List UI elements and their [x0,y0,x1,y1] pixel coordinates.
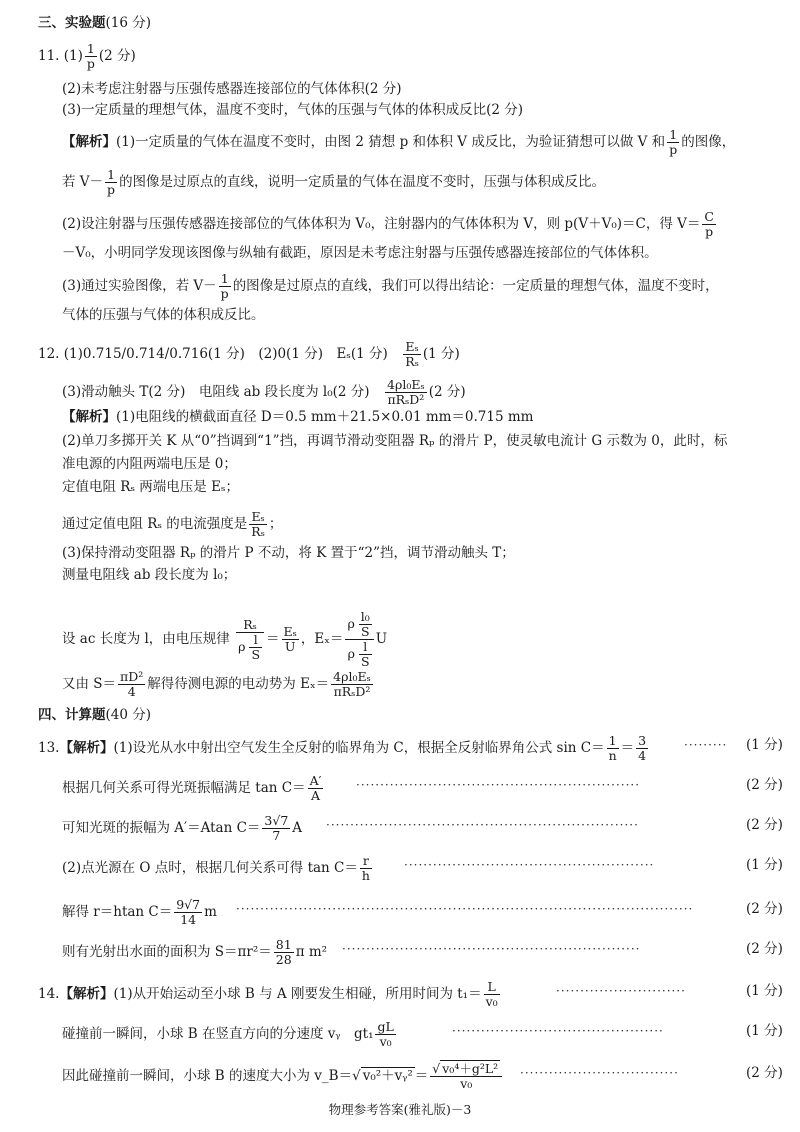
analysis-text: (1)电阻线的横截面直径 D＝0.5 mm＋21.5×0.01 mm＝0.715 mm [116,409,534,425]
fraction-numerator: 1 [667,128,679,143]
fraction-rs-over-rho-l-s [236,618,264,662]
score: (2 分) [98,48,136,64]
fraction-numerator: 81 [275,937,292,952]
fraction-numerator: 3 [638,733,647,748]
fraction [308,774,324,803]
analysis-text: 又由 S＝ [62,676,117,692]
q14-line-3: 因此碰撞前一瞬间，小球 B 的速度大小为 v_B＝√ v₀²＋vᵧ² ＝ $\frac{\text{√ v₀⁴＋g²L²}}{\text{v₀}}$ [62,1062,504,1091]
fraction [359,610,372,639]
question-number: 13. [38,740,60,756]
answer-text: 12. (1)0.715/0.714/0.716(1 分) (2)0(1 分) Eₛ(1 分) [38,346,388,362]
fraction-denominator: p [86,56,95,71]
fraction-numerator: √ v₀⁴＋g²L² [430,1062,502,1077]
q13-score-4: (1 分) [746,857,783,873]
fraction-denominator: 4 [638,748,647,763]
fraction [359,640,372,669]
analysis-text: m [204,904,217,920]
fraction-numerator: Eₛ [403,340,421,355]
q13-score-6: (2 分) [746,941,783,957]
fraction-denominator: v₀ [485,994,498,1009]
fraction-numerator: 9√7 [176,897,201,912]
fraction [607,734,619,763]
q11-analysis-1b [62,168,605,197]
leader-dots: ············································ [452,1024,664,1038]
fraction-denominator: S [360,624,370,639]
leader-dots: ···················································· [404,858,655,872]
answer-text: (3)滑动触头 T(2 分) 电阻线 ab 段长度为 l₀(2 分) [62,384,370,400]
analysis-text: ＝ [414,1068,429,1084]
q11-analysis-3b: 气体的压强与气体的体积成反比。 [62,307,265,323]
leader-dots: ································································· [326,818,639,832]
q12-analysis-5 [62,670,375,699]
fraction [403,340,421,369]
fraction-numerator: Rₛ [236,618,264,633]
fraction [430,1062,502,1091]
q12-analysis-4: 设 ac 长度为 l，由电压规律 Rₛ ρ $\frac{l}{S}$ ＝ $\frac{\text{Eₛ}}{U}$ ，Eₓ＝ ρ $\frac{\text{l₀}}{S}$ ρ $\frac{l}{S}$ U [62,609,388,669]
fraction-denominator: Rₛ [405,354,419,369]
page-footer: 物理参考答案(雅礼版)－3 [328,1102,472,1117]
score: (2 分) [428,384,466,400]
fraction-denominator: 4 [127,684,136,699]
fraction-denominator: 7 [272,828,281,843]
fraction-numerator: 1 [607,734,619,749]
fraction-denominator: p [107,182,116,197]
analysis-text: 的图像是过原点的直线，我们可以得出结论：一定质量的理想气体，温度不变时， [232,278,719,294]
analysis-text: (2)点光源在 O 点时，根据几何关系可得 tan C＝ [62,860,358,876]
q12-analysis-3a: (3)保持滑动变阻器 Rₚ 的滑片 P 不动，将 K 置于“2”挡，调节滑动触头 T； [62,545,515,561]
q12-analysis-3b: 测量电阻线 ab 段长度为 l₀； [62,567,237,583]
fraction-numerator: C [704,209,714,224]
analysis-text: (3)通过实验图像，若 V－ [62,278,217,294]
fraction-denominator: A [311,788,321,803]
q12-analysis-2d: 通过定值电阻 Rₛ 的电流强度是 $\frac{\text{Eₛ}}{\text{Rₛ}}$ ； [62,509,283,539]
leader-dots: ······························································································· [236,902,694,916]
q13-score-2: (2 分) [746,777,783,793]
q11-answer-3: (3)一定质量的理想气体，温度不变时，气体的压强与气体的体积成反比(2 分) [62,102,524,118]
q13-score-3: (2 分) [746,817,783,833]
q11-answer-2: (2)未考虑注射器与压强传感器连接部位的气体体积(2 分) [62,81,402,97]
fraction-1-over-p [85,42,97,71]
fraction-denominator: p [669,142,678,157]
fraction-denominator: U [284,639,296,654]
q11-label: 11. (1) [38,48,83,64]
analysis-text: (1)设光从水中射出空气发生全反射的临界角为 C，根据全反射临界角公式 sin C＝ [113,740,605,756]
fraction [262,814,290,843]
analysis-text: 的图像是过原点的直线，说明一定质量的气体在温度不变时，压强与体积成反比。 [119,174,606,190]
fraction-numerator: gL [377,1019,394,1034]
fraction [385,378,427,407]
analysis-tag: 【解析】 [59,986,114,1002]
fraction [375,1020,395,1049]
sqrt-expression: v₀⁴＋g²L² [442,1061,499,1076]
q13-line-1 [38,734,650,763]
fraction-numerator: 3√7 [264,813,289,828]
q12-analysis-2c: 定值电阻 Rₛ 两端电压是 Eₛ； [62,479,239,495]
analysis-text: 设 ac 长度为 l，由电压规律 [62,631,230,647]
analysis-text: 则有光射出水面的面积为 S＝πr²＝ [62,944,272,960]
section-3-heading [38,14,151,32]
q11-analysis-2b: －V₀，小明同学发现该图像与纵轴有截距，原因是未考虑注射器与压强传感器连接部位的气体体积。 [62,245,658,261]
fraction-numerator: r [360,854,372,869]
q11-answer-1 [38,42,136,71]
q13-line-3 [62,814,302,843]
fraction-numerator: ρ $\frac{\text{l₀}}{S}$ [345,610,373,640]
analysis-text: ＝ [620,740,635,756]
fraction-numerator: 1 [105,168,117,183]
analysis-tag: 【解析】 [62,134,116,150]
q13-score-1: (1 分) [746,737,783,753]
fraction-denominator: ρ $\frac{l}{S}$ [238,631,261,662]
fraction [667,128,679,157]
fraction-denominator: ρ $\frac{l}{S}$ [347,639,370,669]
fraction-numerator: Eₛ [283,624,297,639]
analysis-text: ，Eₓ＝ [300,631,344,647]
fraction-denominator: S [251,646,261,662]
fraction [360,854,372,883]
fraction-denominator: n [608,748,617,763]
q14-score-1: (1 分) [746,983,783,999]
fraction [331,670,373,699]
fraction-numerator: l [249,633,262,648]
analysis-text: 通过定值电阻 Rₛ 的电流强度是 [62,516,248,532]
fraction [282,625,299,654]
q11-analysis-2 [62,210,718,239]
analysis-text: 解得 r＝htan C＝ [62,904,173,920]
fraction-numerator: l₀ [360,609,370,624]
analysis-text: (1)从开始运动至小球 B 与 A 刚要发生相碰，所用时间为 t₁＝ [113,986,482,1002]
q14-line-2 [62,1020,398,1049]
q13-line-4 [62,854,374,883]
fraction-denominator: v₀ [460,1076,473,1091]
analysis-text: (1)一定质量的气体在温度不变时，由图 2 猜想 p 和体积 V 成反比，为验证猜想可以做 V 和 [116,134,666,150]
fraction [105,168,117,197]
section-title: 四、计算题 [38,707,106,723]
leader-dots: ··························· [556,984,686,998]
analysis-text: π m² [295,944,328,960]
fraction [274,938,294,967]
fraction-denominator: 14 [180,912,197,927]
fraction-denominator: p [705,224,714,239]
fraction-denominator: S [360,654,370,669]
fraction-numerator: 4ρl₀Eₛ [333,669,371,684]
q13-score-5: (2 分) [746,901,783,917]
analysis-tag: 【解析】 [62,409,116,425]
analysis-text: 解得待测电源的电动势为 Eₓ＝ [147,676,330,692]
fraction-denominator: Rₛ [251,524,265,539]
q12-analysis-2a: (2)单刀多掷开关 K 从“0”挡调到“1”挡，再调节滑动变阻器 Rₚ 的滑片 P，使灵敏电流计 G 示数为 0，此时，标 [62,433,728,449]
fraction-numerator: 1 [85,42,97,57]
fraction-denominator: h [361,868,370,883]
analysis-tag: 【解析】 [59,740,114,756]
leader-dots: ······························································ [342,942,641,956]
fraction [702,210,716,239]
fraction-numerator: A′ [309,773,322,788]
fraction [636,734,648,763]
fraction-ex [345,610,373,669]
section-title: 三、实验题 [38,15,106,31]
analysis-text: 根据几何关系可得光斑振幅满足 tan C＝ [62,780,306,796]
q11-analysis-3 [62,272,719,301]
section-4-heading [38,706,151,724]
score: (1 分) [422,346,460,362]
leader-dots: ········· [684,738,728,752]
fraction [174,898,202,927]
sqrt-expression: v₀²＋vᵧ² [362,1068,413,1084]
q13-line-2 [62,774,325,803]
fraction-numerator: 4ρl₀Eₛ [387,377,425,392]
analysis-text: 可知光斑的振幅为 A′＝Atan C＝ [62,820,261,836]
analysis-text: 碰撞前一瞬间，小球 B 在竖直方向的分速度 vᵧ gt₁ [62,1026,374,1042]
fraction [249,633,262,662]
fraction-numerator: 1 [219,272,231,287]
section-score: (16 分) [105,15,152,31]
analysis-text: 若 V－ [62,174,104,190]
q12-analysis-2b: 准电源的内阻两端电压是 0； [62,456,237,472]
leader-dots: ··························································· [356,778,641,792]
fraction [219,272,231,301]
q13-line-6 [62,938,327,967]
fraction-denominator: 28 [275,952,292,967]
q14-line-1 [38,980,502,1009]
fraction [484,980,500,1009]
fraction-denominator: πRₛD² [333,684,371,699]
analysis-text: A [292,820,303,836]
section-score: (40 分) [105,707,152,723]
fraction-numerator: l [359,640,372,655]
fraction-denominator: v₀ [379,1034,392,1049]
q11-analysis-1 [62,128,735,157]
fraction-numerator: πD² [120,669,144,684]
fraction [118,670,145,699]
analysis-text: 的图像， [681,134,736,150]
q13-line-5 [62,898,217,927]
q14-score-2: (1 分) [746,1023,783,1039]
leader-dots: ································· [520,1066,679,1080]
q12-answer-1 [38,340,460,369]
fraction [249,510,267,539]
fraction-denominator: p [220,286,229,301]
q12-analysis-1 [62,408,533,426]
analysis-text: (2)设注射器与压强传感器连接部位的气体体积为 V₀，注射器内的气体体积为 V，则 p(V＋V₀)＝C，得 V＝ [62,216,701,232]
fraction-numerator: Eₛ [249,510,267,525]
fraction-denominator: πRₛD² [387,392,425,407]
q12-answer-3 [62,378,466,407]
q14-score-3: (2 分) [746,1065,783,1081]
question-number: 14. [38,986,60,1002]
fraction-numerator: L [484,980,500,995]
analysis-text: 因此碰撞前一瞬间，小球 B 的速度大小为 v_B＝ [62,1068,353,1084]
